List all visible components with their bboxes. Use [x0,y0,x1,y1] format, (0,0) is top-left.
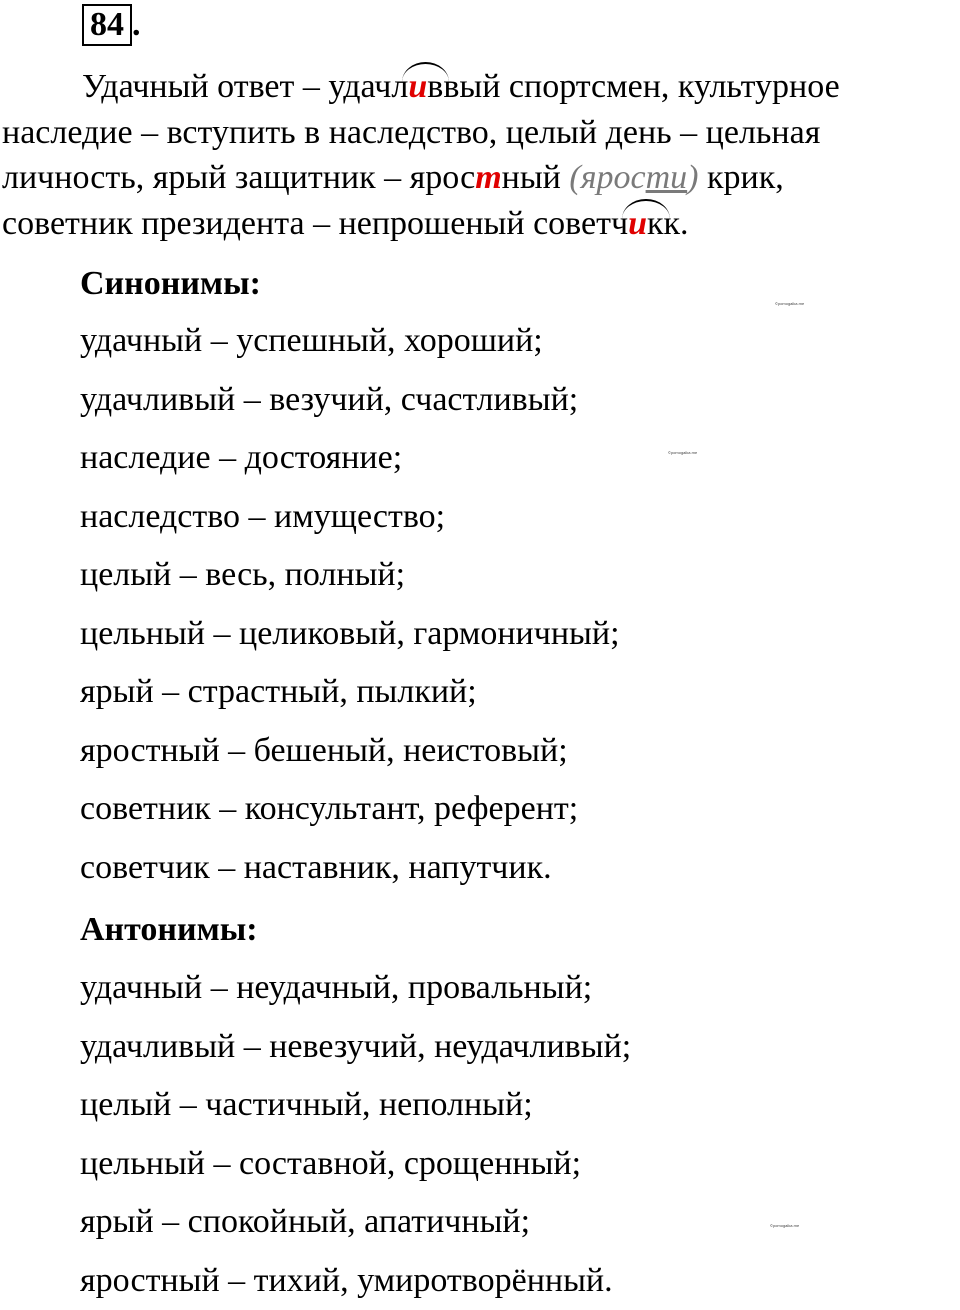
intro-paragraph [2,64,958,246]
intro-text: советник президента – непрошеный советч [2,205,628,242]
list-item: советник – консультант, референт; [80,780,620,839]
task-number-box: 84 [82,4,132,46]
intro-text: Удачный ответ – удачл [82,68,408,105]
list-item: яростный – тихий, умиротворённый. [80,1252,631,1310]
antonyms-list [80,959,631,1310]
list-item: удачливый – невезучий, неудачливый; [80,1018,631,1077]
check-word: (ярос [569,159,645,196]
intro-text: ный [502,159,570,196]
watermark: ©pomogalka.me [668,450,697,455]
list-item: цельный – целиковый, гармоничный; [80,605,620,664]
list-item: удачный – неудачный, провальный; [80,959,631,1018]
task-number-dot: . [132,6,141,43]
intro-line-1 [2,64,958,110]
intro-text: вый спортсмен, культурное [443,68,839,105]
list-item: целый – весь, полный; [80,546,620,605]
highlighted-letter: и [408,68,427,105]
highlighted-letter: т [475,159,501,196]
intro-text: крик, [698,159,783,196]
antonyms-heading: Антонимы: [80,910,258,950]
list-item: наследие – достояние; [80,429,620,488]
list-item: советчик – наставник, напутчик. [80,839,620,898]
intro-text: личность, ярый защитник – ярос [2,159,475,196]
watermark: ©pomogalka.me [770,1223,799,1228]
intro-text: к. [664,205,689,242]
synonyms-heading: Синонимы: [80,264,261,304]
intro-line-4 [2,201,958,247]
check-word: ) [687,159,698,196]
list-item: удачливый – везучий, счастливый; [80,371,620,430]
intro-line-3 [2,155,958,201]
check-word-ending: ти [646,159,688,196]
highlighted-letter: и [628,205,647,242]
list-item: целый – частичный, неполный; [80,1076,631,1135]
task-number [82,4,141,46]
list-item: цельный – составной, срощенный; [80,1135,631,1194]
suffix-arc: ив [408,64,443,110]
watermark: ©pomogalka.me [775,301,804,306]
synonyms-list [80,312,620,897]
list-item: яростный – бешеный, неистовый; [80,722,620,781]
list-item: удачный – успешный, хороший; [80,312,620,371]
list-item: ярый – страстный, пылкий; [80,663,620,722]
suffix-arc: ик [628,201,663,247]
list-item: наследство – имущество; [80,488,620,547]
list-item: ярый – спокойный, апатичный; [80,1193,631,1252]
intro-line-2: наследие – вступить в наследство, целый день – цельная [2,110,958,156]
